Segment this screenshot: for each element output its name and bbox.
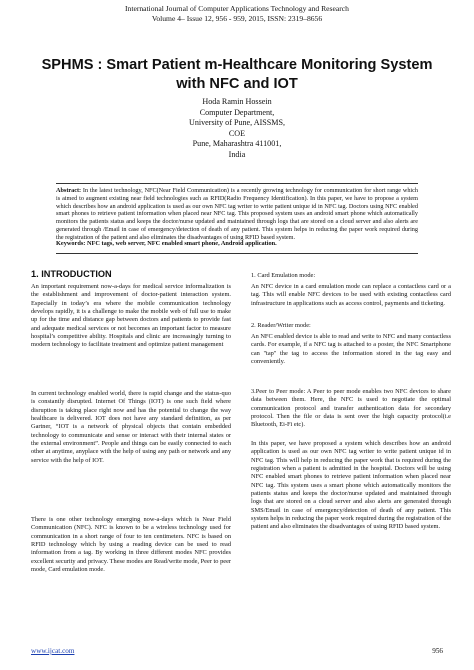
author-city: Pune, Maharashtra 411001, [192, 139, 282, 148]
author-college: COE [228, 128, 246, 138]
author-block [0, 97, 474, 160]
abstract [56, 187, 418, 242]
mode-heading: 2. Reader/Writer mode: [251, 322, 311, 329]
author-name: Hoda Ramin Hossein [202, 97, 272, 106]
paper-title [20, 56, 454, 94]
abstract-top-rule [56, 183, 418, 184]
title-line-2: with NFC and IOT [176, 76, 298, 92]
title-line-1: SPHMS : Smart Patient m-Healthcare Monitoring System [41, 57, 433, 73]
author-country: India [228, 149, 246, 159]
mode-heading: 1. Card Emulation mode: [251, 272, 316, 279]
paragraph: 3.Peer to Peer mode: A Peer to peer mode enables two NFC devices to share data between them. Here, the NFC is used to negotiate the optimal communication protocol and transfer authentication data for secondary protocol. Then the file or data is sent over the high capacity protocol(i.e Bluetooth, Ei-Fi etc). [251, 388, 451, 429]
journal-header [0, 4, 474, 23]
journal-name: International Journal of Computer Applications Technology and Research [125, 4, 349, 13]
journal-website-link[interactable]: www.ijcat.com [31, 647, 75, 655]
paragraph: In this paper, we have proposed a system which describes how an android application is used as our own NFC tag writer to write patient unique id in NFC tag. This will help in reducing the paper work that is required during the registration when a patient is admitted in the hospital. Doctors will be using NFC enabled smart phones to retrieve patient information when placed near NFC tag. This system uses a smart phone which automatically monitors the patients status and keeps the doctor/nurse updated and maintained through logs that are stored on a cloud server and also alerts are generated through SMS/Email in case of emergency/detection of death of any patient. This system helps in reducing the paper work required during the registration of the patient and also eliminates the disadvantages of using RFID based system. [251, 440, 451, 531]
abstract-bottom-rule [56, 253, 418, 254]
paragraph: There is one other technology emerging now-a-days which is Near Field Communication (NFC). NFC is known to be a wireless technology used for communication in a short range of four to ten centimeters. NFC is based on RFID technology which by using a reading device can be used to read information from a tag. By working in three different modes NFC provides excellent security and privacy. These modes are Read/write mode, Peer to peer mode, Card emulation mode. [31, 516, 231, 574]
paragraph: An NFC device in a card emulation mode can replace a contactless card or a tag. This will enable NFC devices to be used with existing contactless card infrastructure in applications such as access control, payments and ticketing. [251, 283, 451, 307]
keywords-label: Keywords: [56, 240, 86, 247]
paragraph: An important requirement now-a-days for medical service informalization is the establishment and improvement of doctor-patient interaction system. Especially in today’s era where the mobile communication technology develops rapidly, it is a challenge to make the mobile web of full use to make up for the time and distance gap between doctors and patients to provide fast and adequate medical services or not becomes an important factor to measure hospital’s competitive ability. Hospitals and clinic are increasingly turning to modern technology to facilitate treatment and optimize patient management [31, 283, 231, 349]
abstract-label: Abstract: [56, 187, 82, 194]
page-number: 956 [432, 647, 443, 655]
keywords [56, 240, 418, 248]
paragraph: An NFC enabled device is able to read and write to NFC and many contactless cards. For example, if a NFC tag is attached to a poster, the NFC Smartphone can "tap" the tag to access the information stored in the tag easy and conveniently. [251, 333, 451, 366]
author-department: Computer Department, [199, 107, 275, 117]
author-university: University of Pune, AISSMS, [188, 118, 285, 127]
abstract-text: In the latest technology, NFC(Near Field Communication) is a recently growing technology for communication for short range which is aimed to augment existing near field technologies such as RFID(Radio Frequency Identification). In this paper, we have to propose a system which describes how an android application is used as our own NFC tag writer to write patient unique id in NFC tag. Doctors using NFC enabled smart phones to retrieve patient information when placed near NFC tag. This proposed system uses an android smart phone which automatically monitors the patients status and keeps the doctor/nurse updated and maintained through logs that are stored on a cloud server and also alerts are generated through /Email in case of emergency/detection of death of any patient. This system helps in reducing the paper work required during the registration of the patient and also eliminates the disadvantages of using RFID based system. [56, 187, 418, 241]
section-heading-introduction: 1. INTRODUCTION [31, 269, 112, 279]
keywords-text: NFC tags, web server, NFC enabled smart phone, Android application. [85, 240, 277, 247]
journal-volume: Volume 4– Issue 12, 956 - 959, 2015, ISSN: 2319–8656 [151, 13, 323, 23]
paragraph: In current technology enabled world, there is rapid change and the status-quo is constantly disrupted. Internet Of Things (IOT) is one such field where disruption is taking place right now and has the potential to change the way healthcare is delivered. IOT does not have any standard definition, as per Gartner, “IOT is a network of physical objects that contain embedded technology to communicate and sense or interact with their internal states or the external environment”. People and things can be easily connected to each other at anytime, anyplace with the help of using any path or network and any service with the help of IOT. [31, 390, 231, 464]
